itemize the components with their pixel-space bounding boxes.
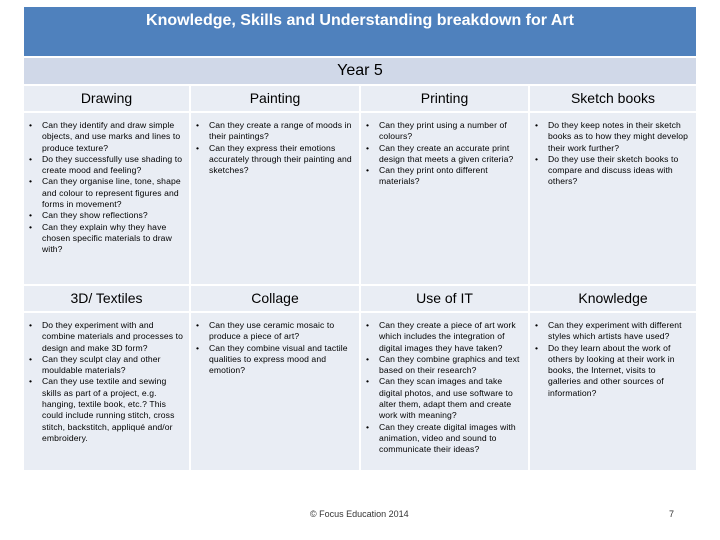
- criteria-list: [26, 320, 183, 444]
- page-title: Knowledge, Skills and Understanding breakdown for Art: [24, 7, 696, 56]
- copyright-footer: © Focus Education 2014: [310, 509, 409, 519]
- criteria-item: • Can they scan images and take digital photos, and use software to alter them, adapt them and create work with meaning?: [363, 376, 522, 421]
- criteria-item: • Can they combine visual and tactile qualities to express mood and emotion?: [193, 343, 353, 377]
- column-heading: Use of IT: [361, 286, 528, 311]
- criteria-cell: [530, 113, 696, 284]
- criteria-item: • Do they keep notes in their sketch books as to how they might develop their work further?: [532, 120, 690, 154]
- column-heading: Sketch books: [530, 86, 696, 111]
- criteria-list: [363, 120, 522, 188]
- column-heading: Painting: [191, 86, 359, 111]
- subject-grid: [24, 86, 696, 468]
- criteria-item: • Can they express their emotions accurately through their painting and sketches?: [193, 143, 353, 177]
- column-heading: 3D/ Textiles: [24, 286, 189, 311]
- criteria-cell: [530, 313, 696, 470]
- criteria-cell: [191, 113, 359, 284]
- column-heading: Printing: [361, 86, 528, 111]
- criteria-item: • Can they experiment with different styles which artists have used?: [532, 320, 690, 343]
- criteria-item: • Do they use their sketch books to compare and discuss ideas with others?: [532, 154, 690, 188]
- criteria-item: • Do they successfully use shading to create mood and feeling?: [26, 154, 183, 177]
- criteria-item: • Can they use ceramic mosaic to produce a piece of art?: [193, 320, 353, 343]
- criteria-list: [193, 120, 353, 176]
- criteria-item: • Can they explain why they have chosen specific materials to draw with?: [26, 222, 183, 256]
- criteria-list: [363, 320, 522, 456]
- criteria-item: • Can they use textile and sewing skills as part of a project, e.g. hanging, textile book, etc.? This could include running stitch, cross stitch, backstitch, appliqué and/or embroidery.: [26, 376, 183, 444]
- year-heading: Year 5: [24, 58, 696, 84]
- criteria-list: [193, 320, 353, 376]
- criteria-item: • Can they create digital images with animation, video and sound to communicate their ideas?: [363, 422, 522, 456]
- criteria-item: • Can they create an accurate print design that meets a given criteria?: [363, 143, 522, 166]
- criteria-list: [532, 320, 690, 399]
- criteria-item: • Can they combine graphics and text based on their research?: [363, 354, 522, 377]
- criteria-list: [26, 120, 183, 256]
- column-heading: Collage: [191, 286, 359, 311]
- criteria-item: • Can they print using a number of colours?: [363, 120, 522, 143]
- column-heading: Knowledge: [530, 286, 696, 311]
- criteria-item: • Can they show reflections?: [26, 210, 183, 221]
- criteria-item: • Can they sculpt clay and other mouldable materials?: [26, 354, 183, 377]
- criteria-item: • Can they create a piece of art work which includes the integration of digital images they have taken?: [363, 320, 522, 354]
- criteria-cell: [361, 313, 528, 470]
- criteria-cell: [24, 113, 189, 284]
- criteria-item: • Do they experiment with and combine materials and processes to design and make 3D form?: [26, 320, 183, 354]
- criteria-cell: [24, 313, 189, 470]
- criteria-item: • Can they print onto different materials?: [363, 165, 522, 188]
- page-number: 7: [669, 509, 675, 519]
- criteria-cell: [361, 113, 528, 284]
- criteria-list: [532, 120, 690, 188]
- criteria-item: • Can they identify and draw simple objects, and use marks and lines to produce texture?: [26, 120, 183, 154]
- criteria-item: • Can they organise line, tone, shape and colour to represent figures and forms in movement?: [26, 176, 183, 210]
- column-heading: Drawing: [24, 86, 189, 111]
- criteria-item: • Can they create a range of moods in their paintings?: [193, 120, 353, 143]
- criteria-cell: [191, 313, 359, 470]
- criteria-item: • Do they learn about the work of others by looking at their work in books, the Internet, visits to galleries and other sources of information?: [532, 343, 690, 399]
